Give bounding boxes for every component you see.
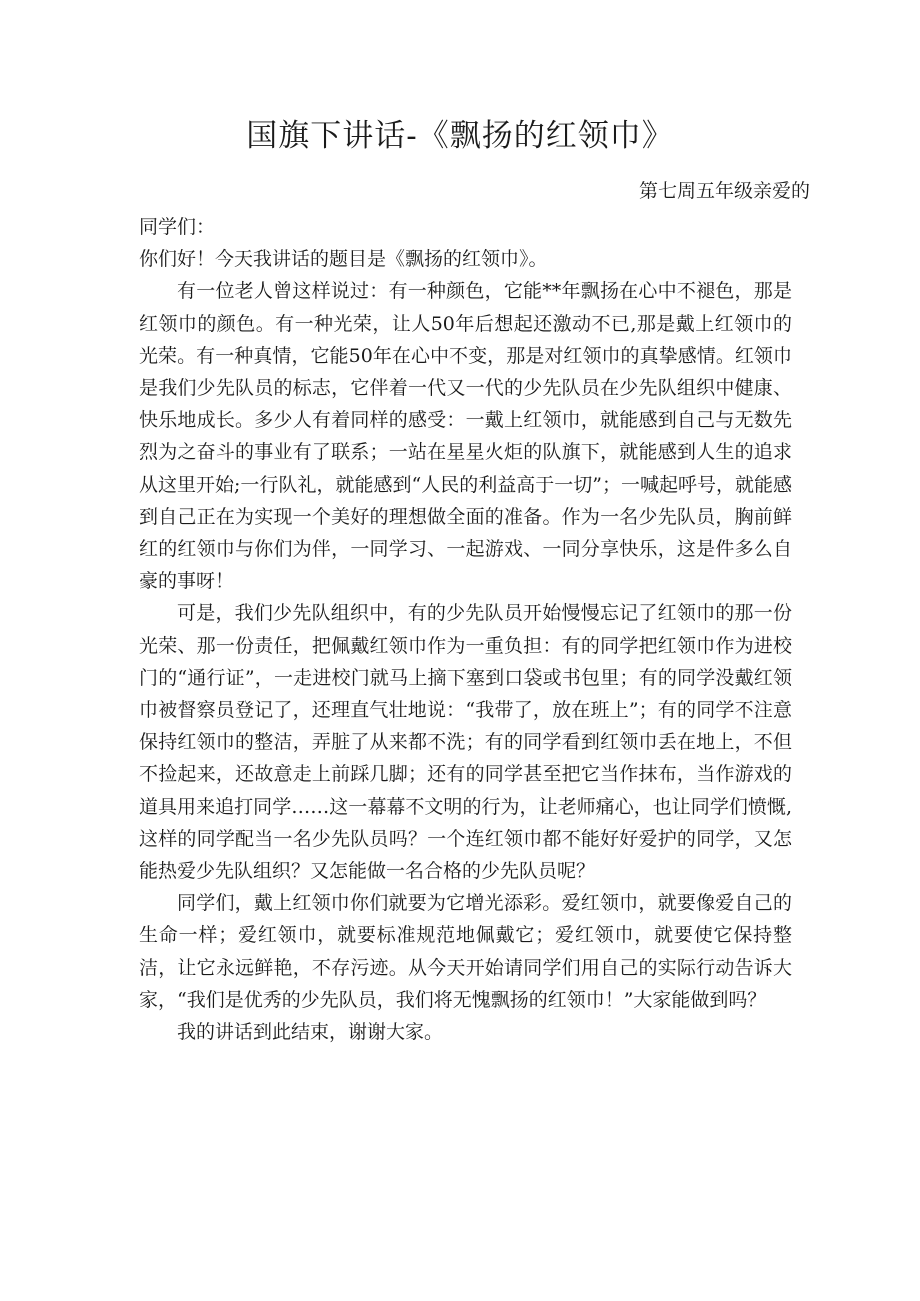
paragraph-closing: 我的讲话到此结束，谢谢大家。 bbox=[177, 1021, 444, 1044]
document-title: 国旗下讲话-《飘扬的红领巾》 bbox=[246, 118, 674, 154]
paragraph-problems: 可是，我们少先队组织中，有的少先队员开始慢慢忘记了红领巾的那一份光荣、那一份责任，把佩戴红领巾作为一重负担：有的同学把红领巾作为进校门的“通行证”，一走进校门就马上摘下塞到口袋或书包里；有的同学没戴红领巾被督察员登记了，还理直气壮地说：“我带了，放在班上”；有的同学不注意保持红领巾的整洁，弄脏了从来都不洗；有的同学看到红领巾丢在地上，不但不捡起来，还故意走上前踩几脚；还有的同学甚至把它当作抹布，当作游戏的道具用来追打同学……这一幕幕不文明的行为，让老师痛心，也让同学们愤慨,这样的同学配当一名少先队员吗？一个连红领巾都不能好好爱护的同学，又怎能热爱少先队组织？又怎能做一名合格的少先队员呢？ bbox=[139, 602, 792, 883]
paragraph-intro: 有一位老人曾这样说过：有一种颜色，它能**年飘扬在心中不褪色，那是红领巾的颜色。有一种光荣，让人50年后想起还激动不已,那是戴上红领巾的光荣。有一种真情，它能50年在心中不变，那是对红领巾的真挚感情。红领巾是我们少先队员的标志，它伴着一代又一代的少先队员在少先队组织中健康、快乐地成长。多少人有着同样的感受：一戴上红领巾，就能感到自己与无数先烈为之奋斗的事业有了联系；一站在星星火炬的队旗下，就能感到人生的追求从这里开始;一行队礼，就能感到“人民的利益高于一切”；一喊起呼号，就能感到自己正在为实现一个美好的理想做全面的准备。作为一名少先队员，胸前鲜红的红领巾与你们为伴，一同学习、一起游戏、一同分享快乐，这是件多么自豪的事呀！ bbox=[139, 280, 792, 593]
greeting: 你们好！今天我讲话的题目是《飘扬的红领巾》。 bbox=[139, 248, 548, 271]
byline: 第七周五年级亲爱的 bbox=[638, 180, 810, 202]
salutation: 同学们： bbox=[139, 216, 216, 238]
speech-body bbox=[139, 211, 792, 1048]
paragraph-call-to-action: 同学们，戴上红领巾你们就要为它增光添彩。爱红领巾，就要像爱自己的生命一样；爱红领巾，就要标准规范地佩戴它；爱红领巾，就要使它保持整洁，让它永远鲜艳，不存污迹。从今天开始请同学们用自己的实际行动告诉大家，“我们是优秀的少先队员，我们将无愧飘扬的红领巾！”大家能做到吗？ bbox=[139, 892, 792, 1011]
